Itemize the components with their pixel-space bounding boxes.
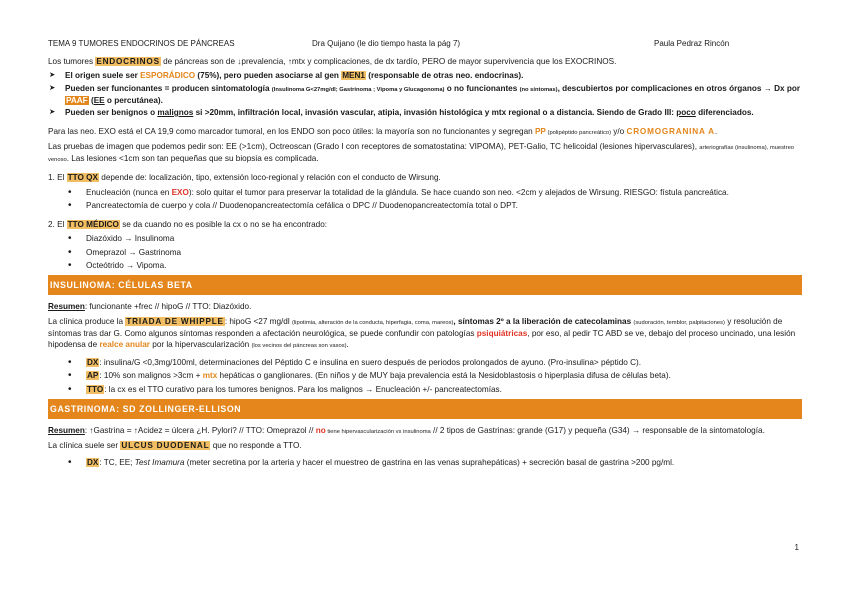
tto-medico-list — [48, 233, 802, 271]
origin-bullet: ➤ El origen suele ser ESPORÁDICO (75%), pero pueden asociarse al gen MEN1 (responsable de otras neo. endocrinas). — [48, 70, 802, 81]
document-body — [48, 56, 802, 471]
gastrinoma-section-header: GASTRINOMA: SD ZOLLINGER-ELLISON — [48, 399, 802, 419]
insulinoma-clinica: La clínica produce la TRIADA DE WHIPPLE: hipoG <27 mg/dl (lipotimia, alteración de la conducta, hiperfagia, coma, mareos), síntomas 2º a la liberación de catecolaminas (sudoración, temblor, palpitaciones) y resolución de síntomas tras dar G. Como algunos síntomas responden a afectación neurológica, se puede confundir con patologías psiquiátricas, por eso, al pedir TC ABD se ve, debajo del proceso uncinado, una lesión hipodensa de realce anular por la hipervascularización (los vecinos del páncreas son vasos). — [48, 316, 796, 349]
list-item: • Pancreatectomía de cuerpo y cola // Duodenopancreatectomía cefálica o DPC // Duodenopancreatectomía total o DPT. — [48, 200, 802, 211]
insulinoma-list — [48, 357, 802, 395]
intro-paragraph: Los tumores ENDOCRINOS de páncreas son de ↓prevalencia, ↑mtx y complicaciones, de dx tardío, PERO de mayor supervivencia que los EXOCRINOS. — [48, 57, 617, 66]
list-item: • Enucleación (nunca en EXO): solo quitar el tumor para preservar la totalidad de la glándula. Se hace cuando son neo. <2cm y alejados de Wirsung. RIESGO: fístula pancreática. — [48, 187, 802, 198]
header-teacher: Dra Quijano (le dio tiempo hasta la pág 7) — [312, 39, 461, 48]
gastrinoma-clinica: La clínica suele ser ULCUS DUODENAL que no responde a TTO. — [48, 440, 302, 450]
tto-medico-title: 2. El TTO MÉDICO se da cuando no es posible la cx o no se ha encontrado: — [48, 220, 328, 230]
header-author: Paula Pedraz Rincón — [654, 39, 730, 48]
page-number: 1 — [794, 543, 799, 552]
list-item: • AP: 10% son malignos >3cm + mtx hepáticas o ganglionares. (En niños y de MUY baja prevalencia está la Nesidoblastosis o hiperplasia difusa de células beta). — [48, 370, 802, 381]
list-item: • Octeótrido → Vipoma. — [48, 260, 802, 271]
malignancy-bullet: ➤ Pueden ser benignos o malignos si >20mm, infiltración local, invasión vascular, atipia, invasión histológica y mtx regional o a distancia. Siendo de Grado III: poco diferenciados. — [48, 107, 802, 118]
intro-bullets — [48, 70, 802, 118]
insulinoma-section-header: INSULINOMA: CÉLULAS BETA — [48, 275, 802, 295]
gastrinoma-list — [48, 457, 802, 468]
markers-paragraph: Para las neo. EXO está el CA 19,9 como marcador tumoral, en los ENDO son poco útiles: la mayoría son no funcionantes y segregan PP (polipéptido pancreático) y/o CROMOGRANINA A. — [48, 127, 718, 137]
functioning-bullet: ➤ Pueden ser funcionantes = producen sintomatología (Insulinoma G<27mg/dl; Gastrinoma ; Vipoma y Glucagonoma) o no funcionantes (no síntomas), descubiertos por complicaciones en otros órganos → Dx por PAAF (EE o percutánea). — [48, 83, 802, 106]
list-item: • TTO: la cx es el TTO curativo para los tumores benignos. Para los malignos → Enucleación +/- pancreatectomías. — [48, 384, 802, 395]
tto-qx-title: 1. El TTO QX depende de: localización, tipo, extensión loco-regional y relación con el conducto de Wirsung. — [48, 173, 441, 183]
gastrinoma-resumen: Resumen: ↑Gastrina = ↑Acidez = úlcera ¿H. Pylori? // TTO: Omeprazol // no tiene hipervascularización vs insulinoma // 2 tipos de Gastrinas: grande (G17) y pequeña (G34) → responsable de la sintomatología. — [48, 425, 765, 435]
header-topic: TEMA 9 TUMORES ENDOCRINOS DE PÁNCREAS — [48, 39, 235, 48]
tto-qx-list — [48, 187, 802, 212]
endocrinos-highlight: ENDOCRINOS — [96, 57, 160, 66]
page-header — [48, 38, 800, 50]
list-item: • DX: insulina/G <0,3mg/100ml, determinaciones del Péptido C e insulina en suero después de periodos prolongados de ayuno. (Pro-insulina> péptido C). — [48, 357, 802, 368]
list-item: • Diazóxido → Insulinoma — [48, 233, 802, 244]
insulinoma-resumen: Resumen: funcionante +frec // hipoG // TTO: Diazóxido. — [48, 302, 252, 312]
list-item: • DX: TC, EE; Test Imamura (meter secretina por la arteria y hacer el muestreo de gastrina en las venas suprahepáticas) + secreción basal de gastrina >200 pg/ml. — [48, 457, 802, 468]
paaf-highlight: PAAF — [66, 95, 88, 105]
imaging-paragraph: Las pruebas de imagen que podemos pedir son: EE (>1cm), Octreoscan (Grado I con receptores de somatostatina: VIPOMA), PET-Galio, TC helicoidal (lesiones hipervasculares), arteriografías (insulinoma), muestreo venoso. Las lesiones <1cm son tan pequeñas que su biopsia es complicada. — [48, 142, 795, 164]
list-item: • Omeprazol → Gastrinoma — [48, 247, 802, 258]
